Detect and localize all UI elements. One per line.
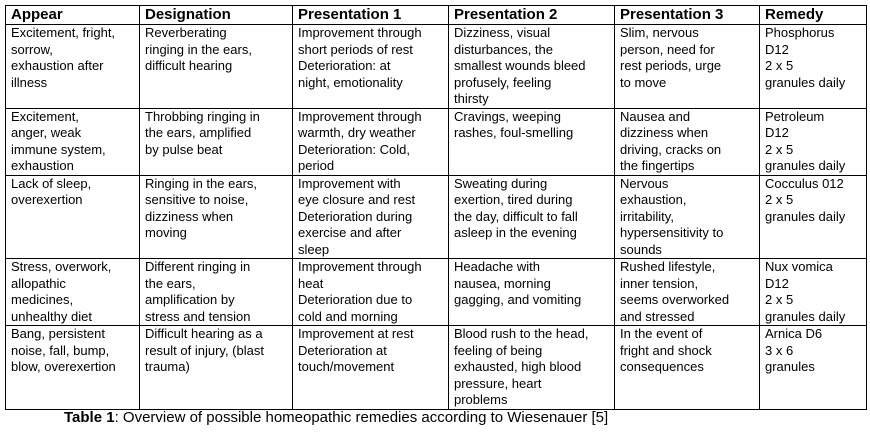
- cell-line: eye closure and rest: [298, 192, 416, 207]
- cell-line: moving: [145, 225, 187, 240]
- cell-line: Improvement with: [298, 175, 401, 191]
- cell-line: exhaustion: [11, 158, 74, 173]
- cell-line: Nux vomica: [765, 259, 833, 274]
- table-row: [6, 259, 867, 326]
- cell-remedy: [760, 259, 867, 326]
- cell-line: difficult hearing: [145, 58, 233, 73]
- cell-line: fright and shock: [620, 342, 712, 358]
- cell-line: exhausted, high blood: [454, 359, 582, 374]
- cell-line: exertion, tired during: [454, 192, 573, 207]
- cell-appear: [6, 259, 140, 326]
- cell-line: granules daily: [765, 308, 846, 324]
- cell-line: sounds: [620, 241, 662, 257]
- cell-line: overexertion: [11, 192, 83, 207]
- cell-line: 2 x 5: [765, 141, 794, 157]
- cell-line: Excitement,: [11, 108, 79, 124]
- cell-line: Nausea and: [620, 108, 691, 124]
- cell-line: granules daily: [765, 158, 846, 173]
- cell-line: D12: [765, 275, 789, 291]
- cell-presentation-3: [615, 25, 760, 109]
- cell-line: exercise and after: [298, 225, 402, 240]
- cell-line: granules daily: [765, 208, 846, 224]
- cell-line: touch/movement: [298, 359, 395, 374]
- cell-presentation-1: [293, 259, 449, 326]
- cell-presentation-1: [293, 326, 449, 410]
- cell-line: anger, weak: [11, 125, 82, 140]
- cell-line: Sweating during: [454, 175, 548, 191]
- cell-line: the ears, amplified: [145, 125, 252, 140]
- cell-designation: [140, 326, 293, 410]
- cell-line: the day, difficult to fall: [454, 208, 578, 224]
- table-row: [6, 175, 867, 259]
- cell-line: noise, fall, bump,: [11, 342, 110, 358]
- cell-line: Nervous: [620, 175, 669, 191]
- cell-line: dizziness when: [620, 125, 709, 140]
- cell-line: Rushed lifestyle,: [620, 259, 716, 274]
- cell-line: driving, cracks on: [620, 141, 722, 157]
- column-header-presentation-3: Presentation 3: [615, 6, 760, 25]
- cell-line: consequences: [620, 359, 704, 374]
- cell-presentation-1: [293, 25, 449, 109]
- cell-line: immune system,: [11, 141, 106, 157]
- cell-line: Deterioration due to: [298, 292, 413, 307]
- cell-line: Dizziness, visual: [454, 25, 551, 40]
- cell-line: to move: [620, 74, 667, 90]
- table-row: [6, 108, 867, 175]
- cell-line: Excitement, fright,: [11, 25, 116, 40]
- cell-line: Deterioration: at: [298, 58, 391, 73]
- cell-appear: [6, 108, 140, 175]
- cell-line: 2 x 5: [765, 192, 794, 207]
- cell-appear: [6, 175, 140, 259]
- cell-line: pressure, heart: [454, 375, 542, 391]
- cell-line: Difficult hearing as a: [145, 326, 263, 341]
- cell-line: cold and morning: [298, 308, 398, 324]
- cell-presentation-3: [615, 326, 760, 410]
- cell-line: allopathic: [11, 275, 66, 291]
- cell-line: Petroleum: [765, 108, 825, 124]
- cell-line: illness: [11, 74, 48, 90]
- cell-line: Deterioration: Cold,: [298, 141, 410, 157]
- cell-line: problems: [454, 392, 508, 407]
- cell-line: short periods of rest: [298, 41, 413, 57]
- cell-appear: [6, 25, 140, 109]
- cell-line: 2 x 5: [765, 292, 794, 307]
- cell-line: In the event of: [620, 326, 703, 341]
- cell-line: feeling of being: [454, 342, 543, 358]
- cell-line: period: [298, 158, 335, 173]
- cell-line: asleep in the evening: [454, 225, 577, 240]
- cell-presentation-2: [449, 259, 615, 326]
- cell-line: Improvement through: [298, 108, 422, 124]
- cell-line: Improvement through: [298, 25, 422, 40]
- cell-presentation-3: [615, 175, 760, 259]
- cell-line: gagging, and vomiting: [454, 292, 582, 307]
- cell-line: rest periods, urge: [620, 58, 722, 73]
- cell-line: Lack of sleep,: [11, 175, 92, 191]
- caption-label: Table 1: [64, 409, 115, 426]
- cell-line: nausea, morning: [454, 275, 551, 291]
- cell-line: D12: [765, 41, 789, 57]
- cell-presentation-2: [449, 25, 615, 109]
- cell-line: granules daily: [765, 74, 846, 90]
- cell-line: Arnica D6: [765, 326, 823, 341]
- cell-line: Cravings, weeping: [454, 108, 561, 124]
- cell-line: medicines,: [11, 292, 74, 307]
- cell-line: seems overworked: [620, 292, 730, 307]
- cell-line: unhealthy diet: [11, 308, 92, 324]
- table-body: [6, 25, 867, 410]
- table-row: [6, 326, 867, 410]
- cell-line: Deterioration at: [298, 342, 387, 358]
- cell-line: D12: [765, 125, 789, 140]
- cell-line: exhaustion,: [620, 192, 687, 207]
- cell-line: sleep: [298, 241, 330, 257]
- cell-presentation-2: [449, 108, 615, 175]
- cell-remedy: [760, 326, 867, 410]
- cell-line: irritability,: [620, 208, 674, 224]
- cell-line: stress and tension: [145, 308, 251, 324]
- cell-presentation-2: [449, 326, 615, 410]
- cell-line: Throbbing ringing in: [145, 108, 260, 124]
- column-header-presentation-1: Presentation 1: [293, 6, 449, 25]
- cell-line: disturbances, the: [454, 41, 554, 57]
- cell-line: amplification by: [145, 292, 235, 307]
- table-row: [6, 25, 867, 109]
- column-header-appear: Appear: [6, 6, 140, 25]
- cell-line: thirsty: [454, 91, 489, 106]
- column-header-presentation-2: Presentation 2: [449, 6, 615, 25]
- cell-line: Deterioration during: [298, 208, 413, 224]
- cell-line: Blood rush to the head,: [454, 326, 589, 341]
- column-header-remedy: Remedy: [760, 6, 867, 25]
- cell-line: exhaustion after: [11, 58, 104, 73]
- cell-line: Slim, nervous: [620, 25, 699, 40]
- cell-line: Stress, overwork,: [11, 259, 112, 274]
- cell-designation: [140, 259, 293, 326]
- cell-remedy: [760, 25, 867, 109]
- cell-line: 3 x 6: [765, 342, 794, 358]
- cell-line: blow, overexertion: [11, 359, 116, 374]
- cell-line: Different ringing in: [145, 259, 251, 274]
- cell-line: ringing in the ears,: [145, 41, 252, 57]
- cell-line: inner tension,: [620, 275, 699, 291]
- cell-line: trauma): [145, 359, 190, 374]
- cell-presentation-1: [293, 108, 449, 175]
- cell-line: warmth, dry weather: [298, 125, 416, 140]
- cell-line: result of injury, (blast: [145, 342, 264, 358]
- cell-line: and stressed: [620, 308, 695, 324]
- table-caption: [64, 409, 608, 427]
- cell-line: sorrow,: [11, 41, 53, 57]
- cell-line: dizziness when: [145, 208, 234, 224]
- cell-line: Cocculus 012: [765, 175, 844, 191]
- cell-line: hypersensitivity to: [620, 225, 724, 240]
- caption-text: : Overview of possible homeopathic remedies according to Wiesenauer [5]: [114, 409, 609, 426]
- cell-presentation-1: [293, 175, 449, 259]
- cell-designation: [140, 25, 293, 109]
- cell-designation: [140, 175, 293, 259]
- cell-line: Phosphorus: [765, 25, 835, 40]
- cell-line: Headache with: [454, 259, 540, 274]
- cell-line: Reverberating: [145, 25, 227, 40]
- cell-designation: [140, 108, 293, 175]
- cell-line: rashes, foul-smelling: [454, 125, 574, 140]
- cell-line: Improvement at rest: [298, 326, 414, 341]
- column-header-designation: Designation: [140, 6, 293, 25]
- cell-line: Ringing in the ears,: [145, 175, 258, 191]
- table-header-row: [6, 6, 867, 25]
- cell-line: Improvement through: [298, 259, 422, 274]
- cell-presentation-2: [449, 175, 615, 259]
- cell-remedy: [760, 175, 867, 259]
- cell-line: heat: [298, 275, 324, 291]
- remedies-table: [5, 5, 867, 410]
- cell-line: Bang, persistent: [11, 326, 105, 341]
- cell-line: night, emotionality: [298, 74, 403, 90]
- cell-appear: [6, 326, 140, 410]
- cell-line: the fingertips: [620, 158, 695, 173]
- cell-line: 2 x 5: [765, 58, 794, 73]
- cell-line: the ears,: [145, 275, 196, 291]
- cell-presentation-3: [615, 108, 760, 175]
- cell-line: sensitive to noise,: [145, 192, 249, 207]
- cell-line: granules: [765, 359, 815, 374]
- cell-line: by pulse beat: [145, 141, 223, 157]
- cell-line: person, need for: [620, 41, 715, 57]
- cell-presentation-3: [615, 259, 760, 326]
- cell-line: smallest wounds bleed: [454, 58, 586, 73]
- cell-remedy: [760, 108, 867, 175]
- cell-line: profusely, feeling: [454, 74, 552, 90]
